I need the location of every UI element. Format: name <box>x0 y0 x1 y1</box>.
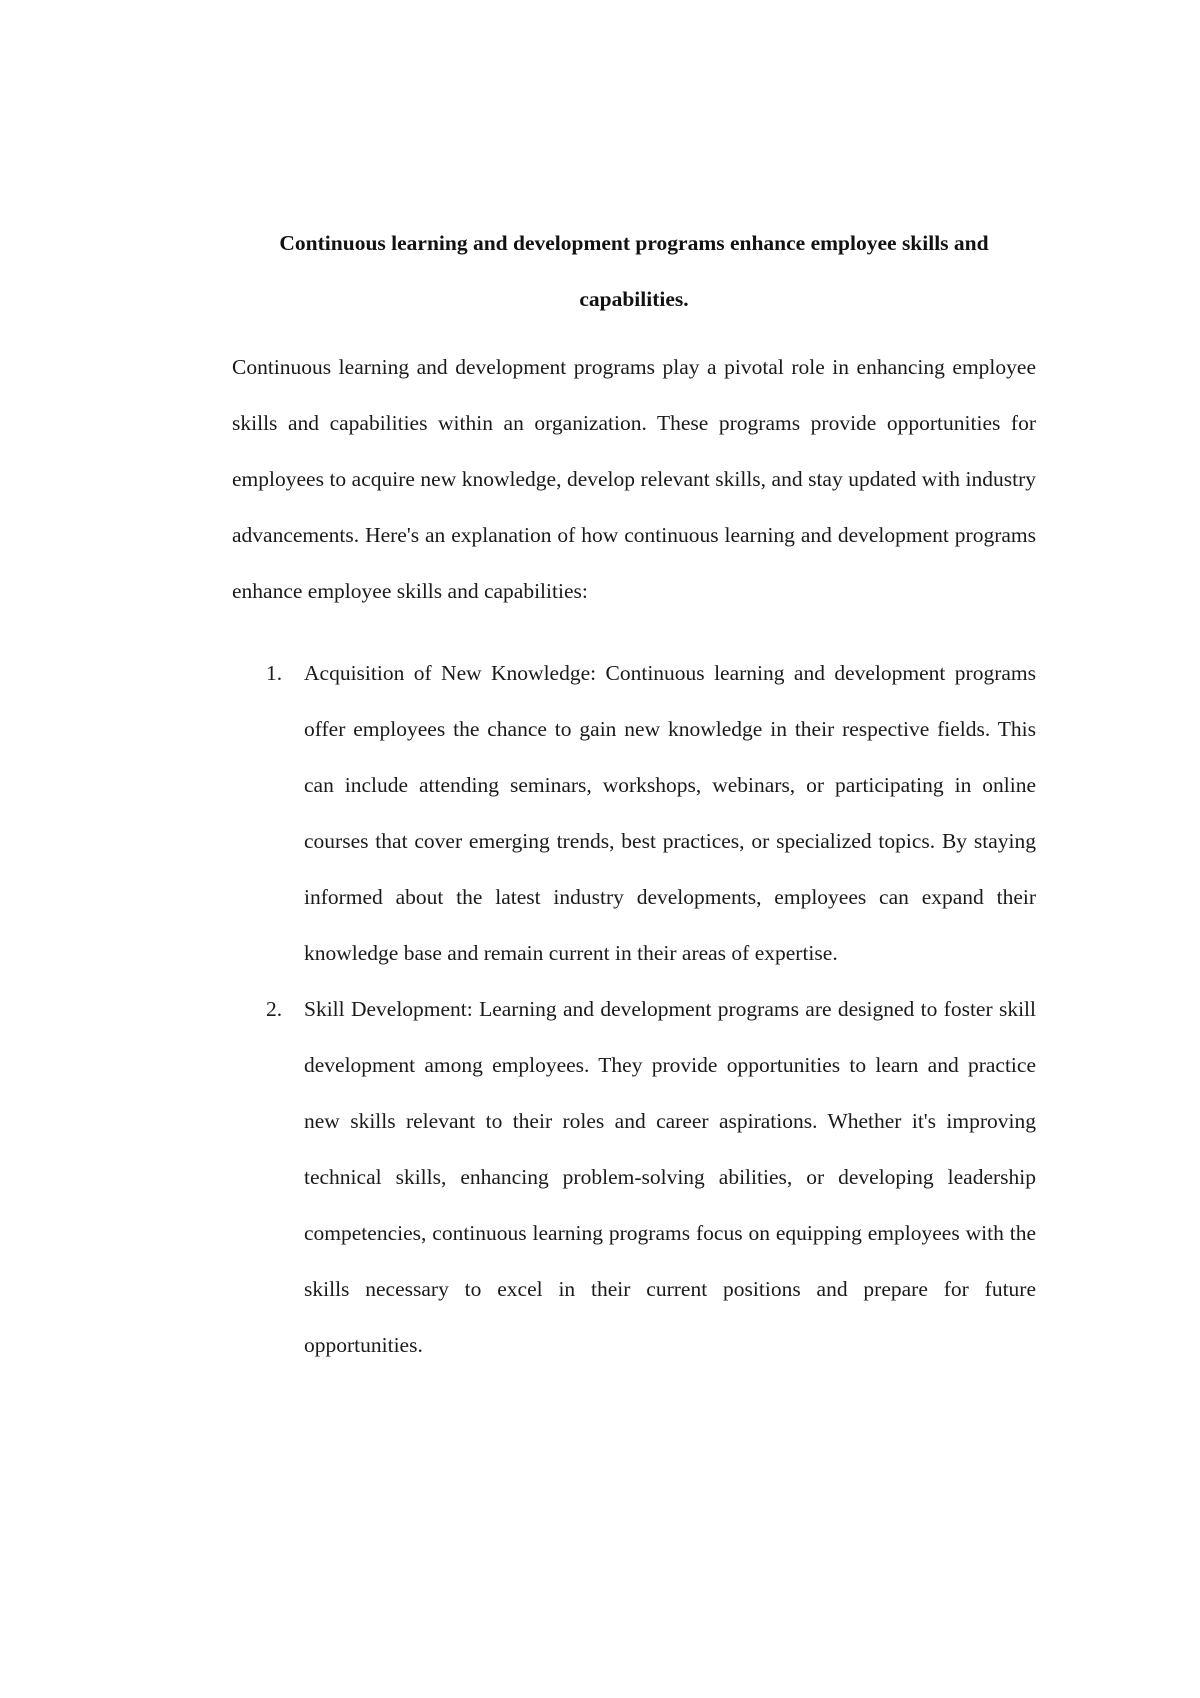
list-item-text: Acquisition of New Knowledge: Continuous learning and development programs offer employees the chance to gain new knowledge in their respective fields. This can include attending seminars, workshops, webinars, or participating in online courses that cover emerging trends, best practices, or specialized topics. By staying informed about the latest industry developments, employees can expand their knowledge base and remain current in their areas of expertise. <box>304 661 1036 965</box>
list-item-number: 2. <box>266 997 283 1021</box>
document-body <box>232 215 1036 1373</box>
list-item <box>232 645 1036 981</box>
list-item-text: Skill Development: Learning and development programs are designed to foster skill development among employees. They provide opportunities to learn and practice new skills relevant to their roles and career aspirations. Whether it's improving technical skills, enhancing problem-solving abilities, or developing leadership competencies, continuous learning programs focus on equipping employees with the skills necessary to excel in their current positions and prepare for future opportunities. <box>304 997 1036 1357</box>
list-item <box>232 981 1036 1373</box>
numbered-list <box>232 645 1036 1373</box>
document-title: Continuous learning and development programs enhance employee skills and capabilities. <box>279 231 989 311</box>
intro-paragraph: Continuous learning and development programs play a pivotal role in enhancing employee skills and capabilities within an organization. These programs provide opportunities for employees to acquire new knowledge, develop relevant skills, and stay updated with industry advancements. Here's an explanation of how continuous learning and development programs enhance employee skills and capabilities: <box>232 355 1036 603</box>
list-item-number: 1. <box>266 661 283 685</box>
